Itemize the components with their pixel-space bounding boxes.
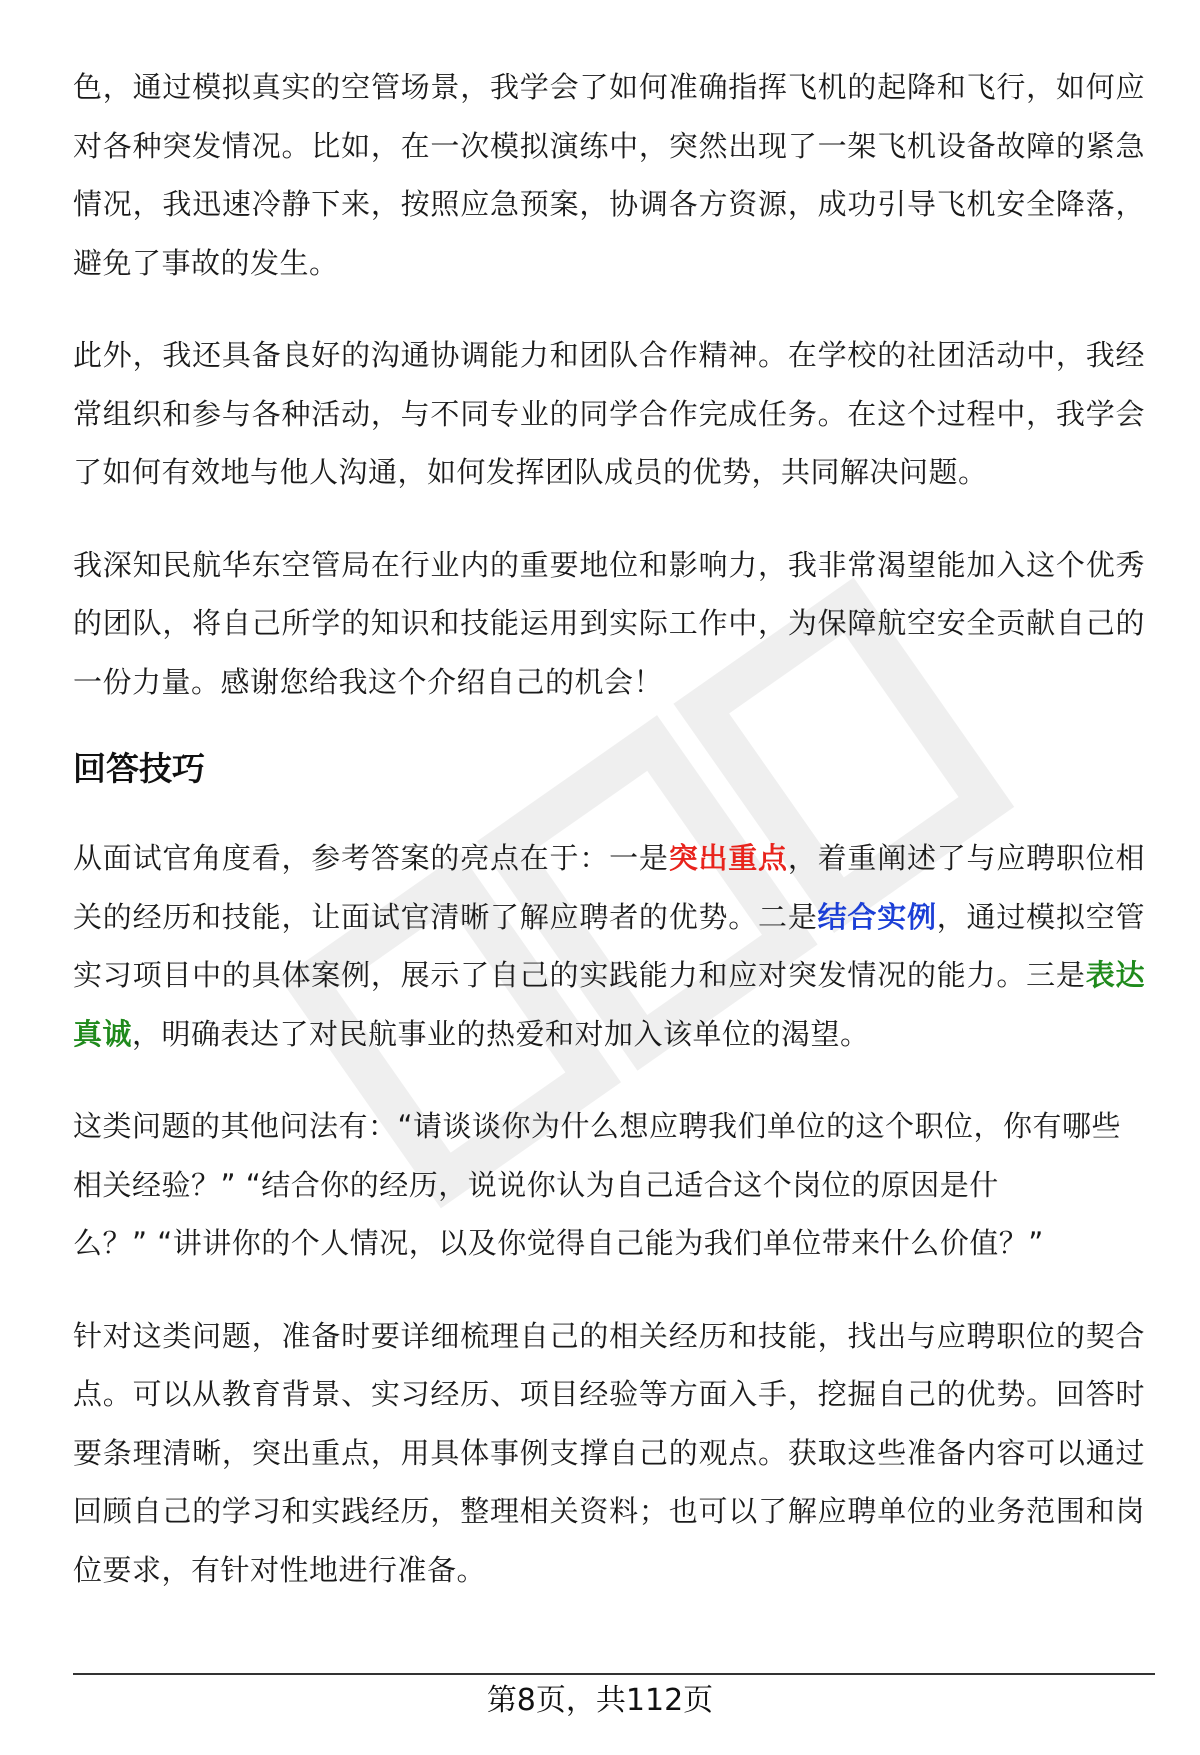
paragraph-teamwork: 此外，我还具备良好的沟通协调能力和团队合作精神。在学校的社团活动中，我经常组织和参与各种活动，与不同专业的同学合作完成任务。在这个过程中，我学会了如何有效地与他人沟通，如何发挥团队成员的优势，共同解决问题。 xyxy=(73,338,1145,489)
paragraph-other-questions xyxy=(73,1097,1145,1273)
other-questions-line-2: 么？” “讲讲你的个人情况，以及你觉得自己能为我们单位带来什么价值？” xyxy=(73,1226,1044,1260)
paragraph-closing: 我深知民航华东空管局在行业内的重要地位和影响力，我非常渴望能加入这个优秀的团队，将自己所学的知识和技能运用到实际工作中，为保障航空安全贡献自己的一份力量。感谢您给我这个介绍自己的机会！ xyxy=(73,547,1145,699)
other-questions-line-1: 这类问题的其他问法有：“请谈谈你为什么想应聘我们单位的这个职位，你有哪些相关经验？” “结合你的经历，说说你认为自己适合这个岗位的原因是什 xyxy=(73,1109,1122,1202)
tips-text-2: ，着重阐述了与应聘职位相关的经历和技能，让面试官清晰了解应聘者的优势。二是 xyxy=(73,841,1145,934)
paragraph-experience: 色，通过模拟真实的空管场景，我学会了如何准确指挥飞机的起降和飞行，如何应对各种突发情况。比如，在一次模拟演练中，突然出现了一架飞机设备故障的紧急情况，我迅速冷静下来，按照应急预案，协调各方资源，成功引导飞机安全降落，避免了事故的发生。 xyxy=(73,70,1145,280)
highlight-focus: 突出重点 xyxy=(668,841,788,875)
paragraph-tips xyxy=(73,829,1145,1063)
footer-divider xyxy=(73,1673,1155,1675)
highlight-examples: 结合实例 xyxy=(817,899,937,934)
paragraph-preparation: 针对这类问题，准备时要详细梳理自己的相关经历和技能，找出与应聘职位的契合点。可以从教育背景、实习经历、项目经验等方面入手，挖掘自己的优势。回答时要条理清晰，突出重点，用具体事例支撑自己的观点。获取这些准备内容可以通过回顾自己的学习和实践经历，整理相关资料；也可以了解应聘单位的业务范围和岗位要求，有针对性地进行准备。 xyxy=(73,1318,1145,1587)
tips-text-4: ，明确表达了对民航事业的热爱和对加入该单位的渴望。 xyxy=(132,1016,870,1051)
document-page xyxy=(73,58,1145,1633)
tips-text-3: ，通过模拟空管实习项目中的具体案例，展示了自己的实践能力和应对突发情况的能力。三是 xyxy=(73,899,1145,992)
tips-text-1: 从面试官角度看，参考答案的亮点在于：一是 xyxy=(73,841,669,875)
highlight-sincerity: 表达真诚 xyxy=(73,958,1145,1051)
page-number: 第8页，共112页 xyxy=(486,1683,714,1718)
section-heading: 回答技巧 xyxy=(73,749,205,788)
